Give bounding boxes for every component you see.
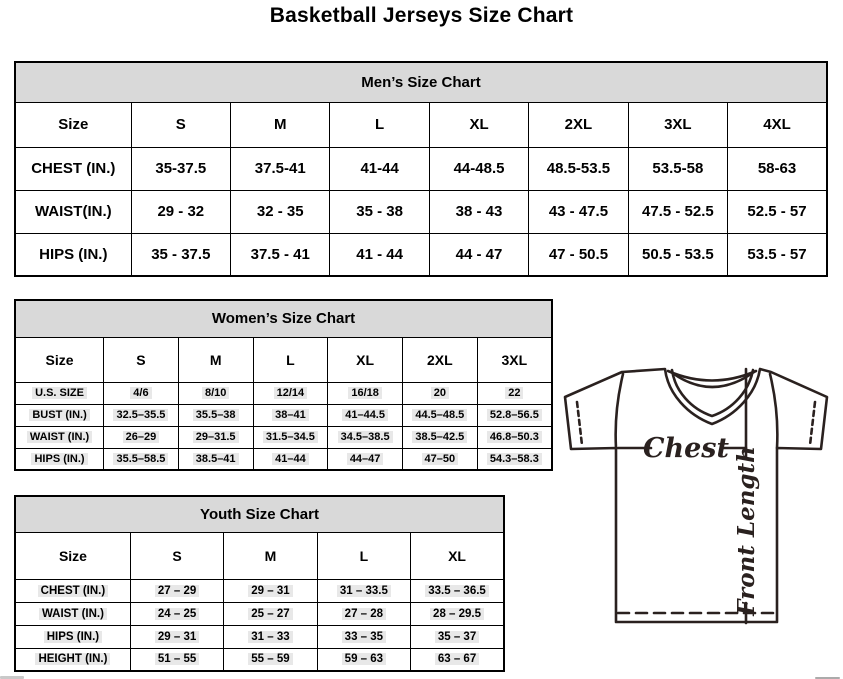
size-cell-text: 16/18 (348, 387, 382, 399)
size-cell-text: 52.5 - 57 (747, 203, 807, 220)
size-cell (628, 147, 727, 190)
size-cell-text: 47 - 50.5 (548, 245, 609, 263)
size-cell (104, 448, 179, 470)
size-cell-text: 31.5–34.5 (263, 431, 318, 443)
row-label (15, 602, 130, 625)
size-cell (178, 382, 253, 404)
column-header (104, 337, 179, 382)
size-cell (224, 579, 317, 602)
row-label (15, 448, 104, 470)
size-cell (130, 625, 223, 648)
size-cell-text: 27 – 29 (155, 585, 199, 597)
size-cell-text: 22 (505, 387, 523, 399)
row-label (15, 426, 104, 448)
column-header (477, 337, 552, 382)
size-cell (178, 404, 253, 426)
column-header (15, 102, 131, 147)
table-title (15, 496, 504, 532)
size-cell-text: 29–31.5 (193, 431, 239, 443)
size-cell-text: 29 – 31 (155, 631, 199, 643)
size-cell (104, 404, 179, 426)
size-cell (628, 233, 727, 276)
size-cell (728, 190, 827, 233)
size-cell-text: 59 – 63 (342, 653, 386, 665)
size-cell-text: 33 – 35 (342, 631, 386, 643)
size-cell (429, 190, 528, 233)
row-label (15, 382, 104, 404)
size-cell-text: 47–50 (422, 453, 459, 465)
column-header-text: M (264, 547, 277, 564)
row-label-text: HIPS (IN.) (31, 453, 87, 465)
column-header (224, 532, 317, 579)
column-header (253, 337, 328, 382)
size-cell-text: 20 (431, 387, 449, 399)
size-cell-text: 38–41 (272, 409, 309, 421)
column-header (411, 532, 504, 579)
size-cell (429, 147, 528, 190)
size-cell (330, 190, 429, 233)
size-cell-text: 41–44 (272, 453, 309, 465)
size-cell-text: 51 – 55 (155, 653, 199, 665)
front-length-label: Front Length (733, 446, 760, 616)
column-header (231, 102, 330, 147)
size-cell-text: 35.5–58.5 (113, 453, 168, 465)
row-label-text: CHEST (IN.) (38, 585, 109, 597)
column-header-text: Size (58, 116, 89, 133)
column-header-text: M (273, 116, 287, 133)
column-header-text: 3XL (501, 351, 528, 368)
size-cell-text: 33.5 – 36.5 (425, 585, 489, 597)
size-cell-text: 32.5–35.5 (113, 409, 168, 421)
size-cell-text: 44–47 (347, 453, 384, 465)
chest-label: Chest (643, 433, 729, 464)
size-cell (178, 448, 253, 470)
size-cell-text: 55 – 59 (248, 653, 292, 665)
size-cell (529, 147, 628, 190)
row-label (15, 190, 131, 233)
table-title-text: Women’s Size Chart (211, 310, 356, 328)
page-title: Basketball Jerseys Size Chart (269, 4, 574, 27)
size-cell (231, 190, 330, 233)
size-cell (130, 602, 223, 625)
column-header (628, 102, 727, 147)
mens-size-table (14, 61, 828, 277)
size-cell-text: 44-48.5 (453, 160, 505, 177)
size-cell (178, 426, 253, 448)
size-cell (231, 147, 330, 190)
table-title-text: Youth Size Chart (200, 505, 319, 523)
size-cell (402, 448, 477, 470)
row-label-text: BUST (IN.) (29, 409, 89, 421)
size-cell (317, 602, 410, 625)
size-cell-text: 52.8–56.5 (487, 409, 542, 421)
size-cell-text: 63 – 67 (435, 653, 479, 665)
size-cell (728, 147, 827, 190)
size-cell-text: 38.5–42.5 (412, 431, 467, 443)
row-label-text: HEIGHT (IN.) (35, 653, 110, 665)
size-cell (411, 648, 504, 671)
size-cell-text: 41-44 (360, 160, 399, 177)
column-header-text: S (136, 351, 146, 368)
size-cell-text: 27 – 28 (342, 608, 386, 620)
size-cell-text: 44.5–48.5 (412, 409, 467, 421)
youth-size-table (14, 495, 505, 672)
size-cell (628, 190, 727, 233)
table-title (15, 300, 552, 337)
size-cell-text: 28 – 29.5 (430, 608, 484, 620)
row-label (15, 648, 130, 671)
size-cell (104, 426, 179, 448)
column-header-text: 4XL (763, 116, 791, 133)
size-cell-text: 41–44.5 (342, 409, 388, 421)
table-title-text: Men’s Size Chart (361, 73, 481, 91)
column-header-text: L (286, 351, 295, 368)
row-label-text: WAIST (IN.) (39, 608, 107, 620)
size-cell (317, 625, 410, 648)
size-cell-text: 43 - 47.5 (548, 203, 609, 220)
size-cell-text: 31 – 33.5 (337, 585, 391, 597)
size-cell-text: 35.5–38 (193, 409, 239, 421)
size-cell-text: 46.8–50.3 (487, 431, 542, 443)
womens-size-table (14, 299, 553, 471)
column-header (529, 102, 628, 147)
column-header (328, 337, 403, 382)
column-header (178, 337, 253, 382)
size-cell (224, 648, 317, 671)
row-label-text: WAIST (IN.) (27, 431, 92, 443)
size-cell (328, 426, 403, 448)
size-cell (253, 426, 328, 448)
row-label-text: U.S. SIZE (32, 387, 87, 399)
jersey-diagram-svg (560, 366, 832, 630)
size-cell-text: 35 - 38 (356, 203, 403, 220)
size-cell (328, 382, 403, 404)
column-header-text: S (172, 547, 182, 564)
column-header (15, 532, 130, 579)
size-cell-text: 24 – 25 (155, 608, 199, 620)
size-cell (477, 448, 552, 470)
size-cell (477, 382, 552, 404)
size-cell (317, 579, 410, 602)
size-cell-text: 12/14 (274, 387, 308, 399)
size-cell (529, 190, 628, 233)
size-cell (477, 426, 552, 448)
column-header (402, 337, 477, 382)
size-cell-text: 29 - 32 (157, 203, 205, 220)
row-label-text: HIPS (IN.) (44, 631, 102, 643)
column-header-text: 2XL (564, 116, 593, 133)
size-cell-text: 41 - 44 (356, 245, 403, 263)
size-cell-text: 48.5-53.5 (546, 160, 611, 177)
size-cell (429, 233, 528, 276)
size-cell (728, 233, 827, 276)
size-cell (224, 625, 317, 648)
size-cell-text: 53.5-58 (652, 160, 704, 177)
size-cell (330, 147, 429, 190)
size-cell-text: 26–29 (123, 431, 160, 443)
size-cell-text: 25 – 27 (248, 608, 292, 620)
column-header (330, 102, 429, 147)
size-cell (130, 579, 223, 602)
size-cell-text: 54.3–58.3 (487, 453, 542, 465)
row-label (15, 625, 130, 648)
size-cell-text: 37.5 - 41 (250, 245, 310, 263)
size-cell-text: 44 - 47 (455, 245, 503, 263)
table-title (15, 62, 827, 102)
size-cell (411, 602, 504, 625)
size-cell (130, 648, 223, 671)
column-header-text: L (359, 547, 369, 564)
row-label (15, 233, 131, 276)
column-header (130, 532, 223, 579)
size-cell-text: 32 - 35 (256, 203, 304, 220)
size-cell (253, 448, 328, 470)
column-header-text: XL (448, 547, 466, 564)
size-cell (330, 233, 429, 276)
column-header (15, 337, 104, 382)
size-cell-text: 37.5-41 (254, 160, 306, 177)
size-cell-text: 50.5 - 53.5 (641, 245, 714, 263)
column-header (429, 102, 528, 147)
size-cell (253, 404, 328, 426)
size-cell-text: 35 – 37 (435, 631, 479, 643)
column-header-text: 2XL (426, 351, 453, 368)
size-cell (131, 233, 230, 276)
size-cell (529, 233, 628, 276)
size-cell-text: 53.5 - 57 (747, 245, 807, 263)
column-header-text: Size (58, 547, 87, 564)
size-cell-text: 29 – 31 (248, 585, 292, 597)
size-cell-text: 31 – 33 (248, 631, 292, 643)
column-header-text: XL (469, 116, 489, 133)
size-cell (224, 602, 317, 625)
column-header-text: 3XL (664, 116, 692, 133)
size-cell-text: 47.5 - 52.5 (641, 203, 714, 220)
size-cell (253, 382, 328, 404)
size-cell (402, 426, 477, 448)
size-cell (104, 382, 179, 404)
column-header-text: L (375, 116, 385, 133)
row-label (15, 147, 131, 190)
column-header-text: XL (356, 351, 375, 368)
row-label-text: HIPS (IN.) (39, 245, 108, 263)
row-label-text: WAIST(IN.) (34, 203, 112, 220)
size-cell (328, 448, 403, 470)
size-cell (328, 404, 403, 426)
size-cell-text: 4/6 (130, 387, 151, 399)
size-cell (411, 579, 504, 602)
column-header (728, 102, 827, 147)
size-cell (131, 190, 230, 233)
size-cell (231, 233, 330, 276)
size-cell-text: 58-63 (757, 160, 797, 177)
row-label (15, 404, 104, 426)
size-cell (402, 382, 477, 404)
column-header (131, 102, 230, 147)
size-cell-text: 38.5–41 (193, 453, 239, 465)
size-cell (477, 404, 552, 426)
column-header-text: Size (45, 351, 74, 368)
row-label-text: CHEST (IN.) (31, 160, 116, 177)
column-header-text: S (175, 116, 186, 133)
size-cell-text: 34.5–38.5 (338, 431, 393, 443)
size-cell-text: 38 - 43 (455, 203, 503, 220)
size-cell (402, 404, 477, 426)
size-cell-text: 35 - 37.5 (151, 245, 211, 263)
column-header (317, 532, 410, 579)
size-cell-text: 35-37.5 (155, 160, 207, 177)
size-cell (411, 625, 504, 648)
size-cell (317, 648, 410, 671)
column-header-text: M (209, 351, 222, 368)
row-label (15, 579, 130, 602)
size-cell (131, 147, 230, 190)
jersey-measurement-diagram (560, 366, 832, 630)
size-cell-text: 8/10 (202, 387, 229, 399)
